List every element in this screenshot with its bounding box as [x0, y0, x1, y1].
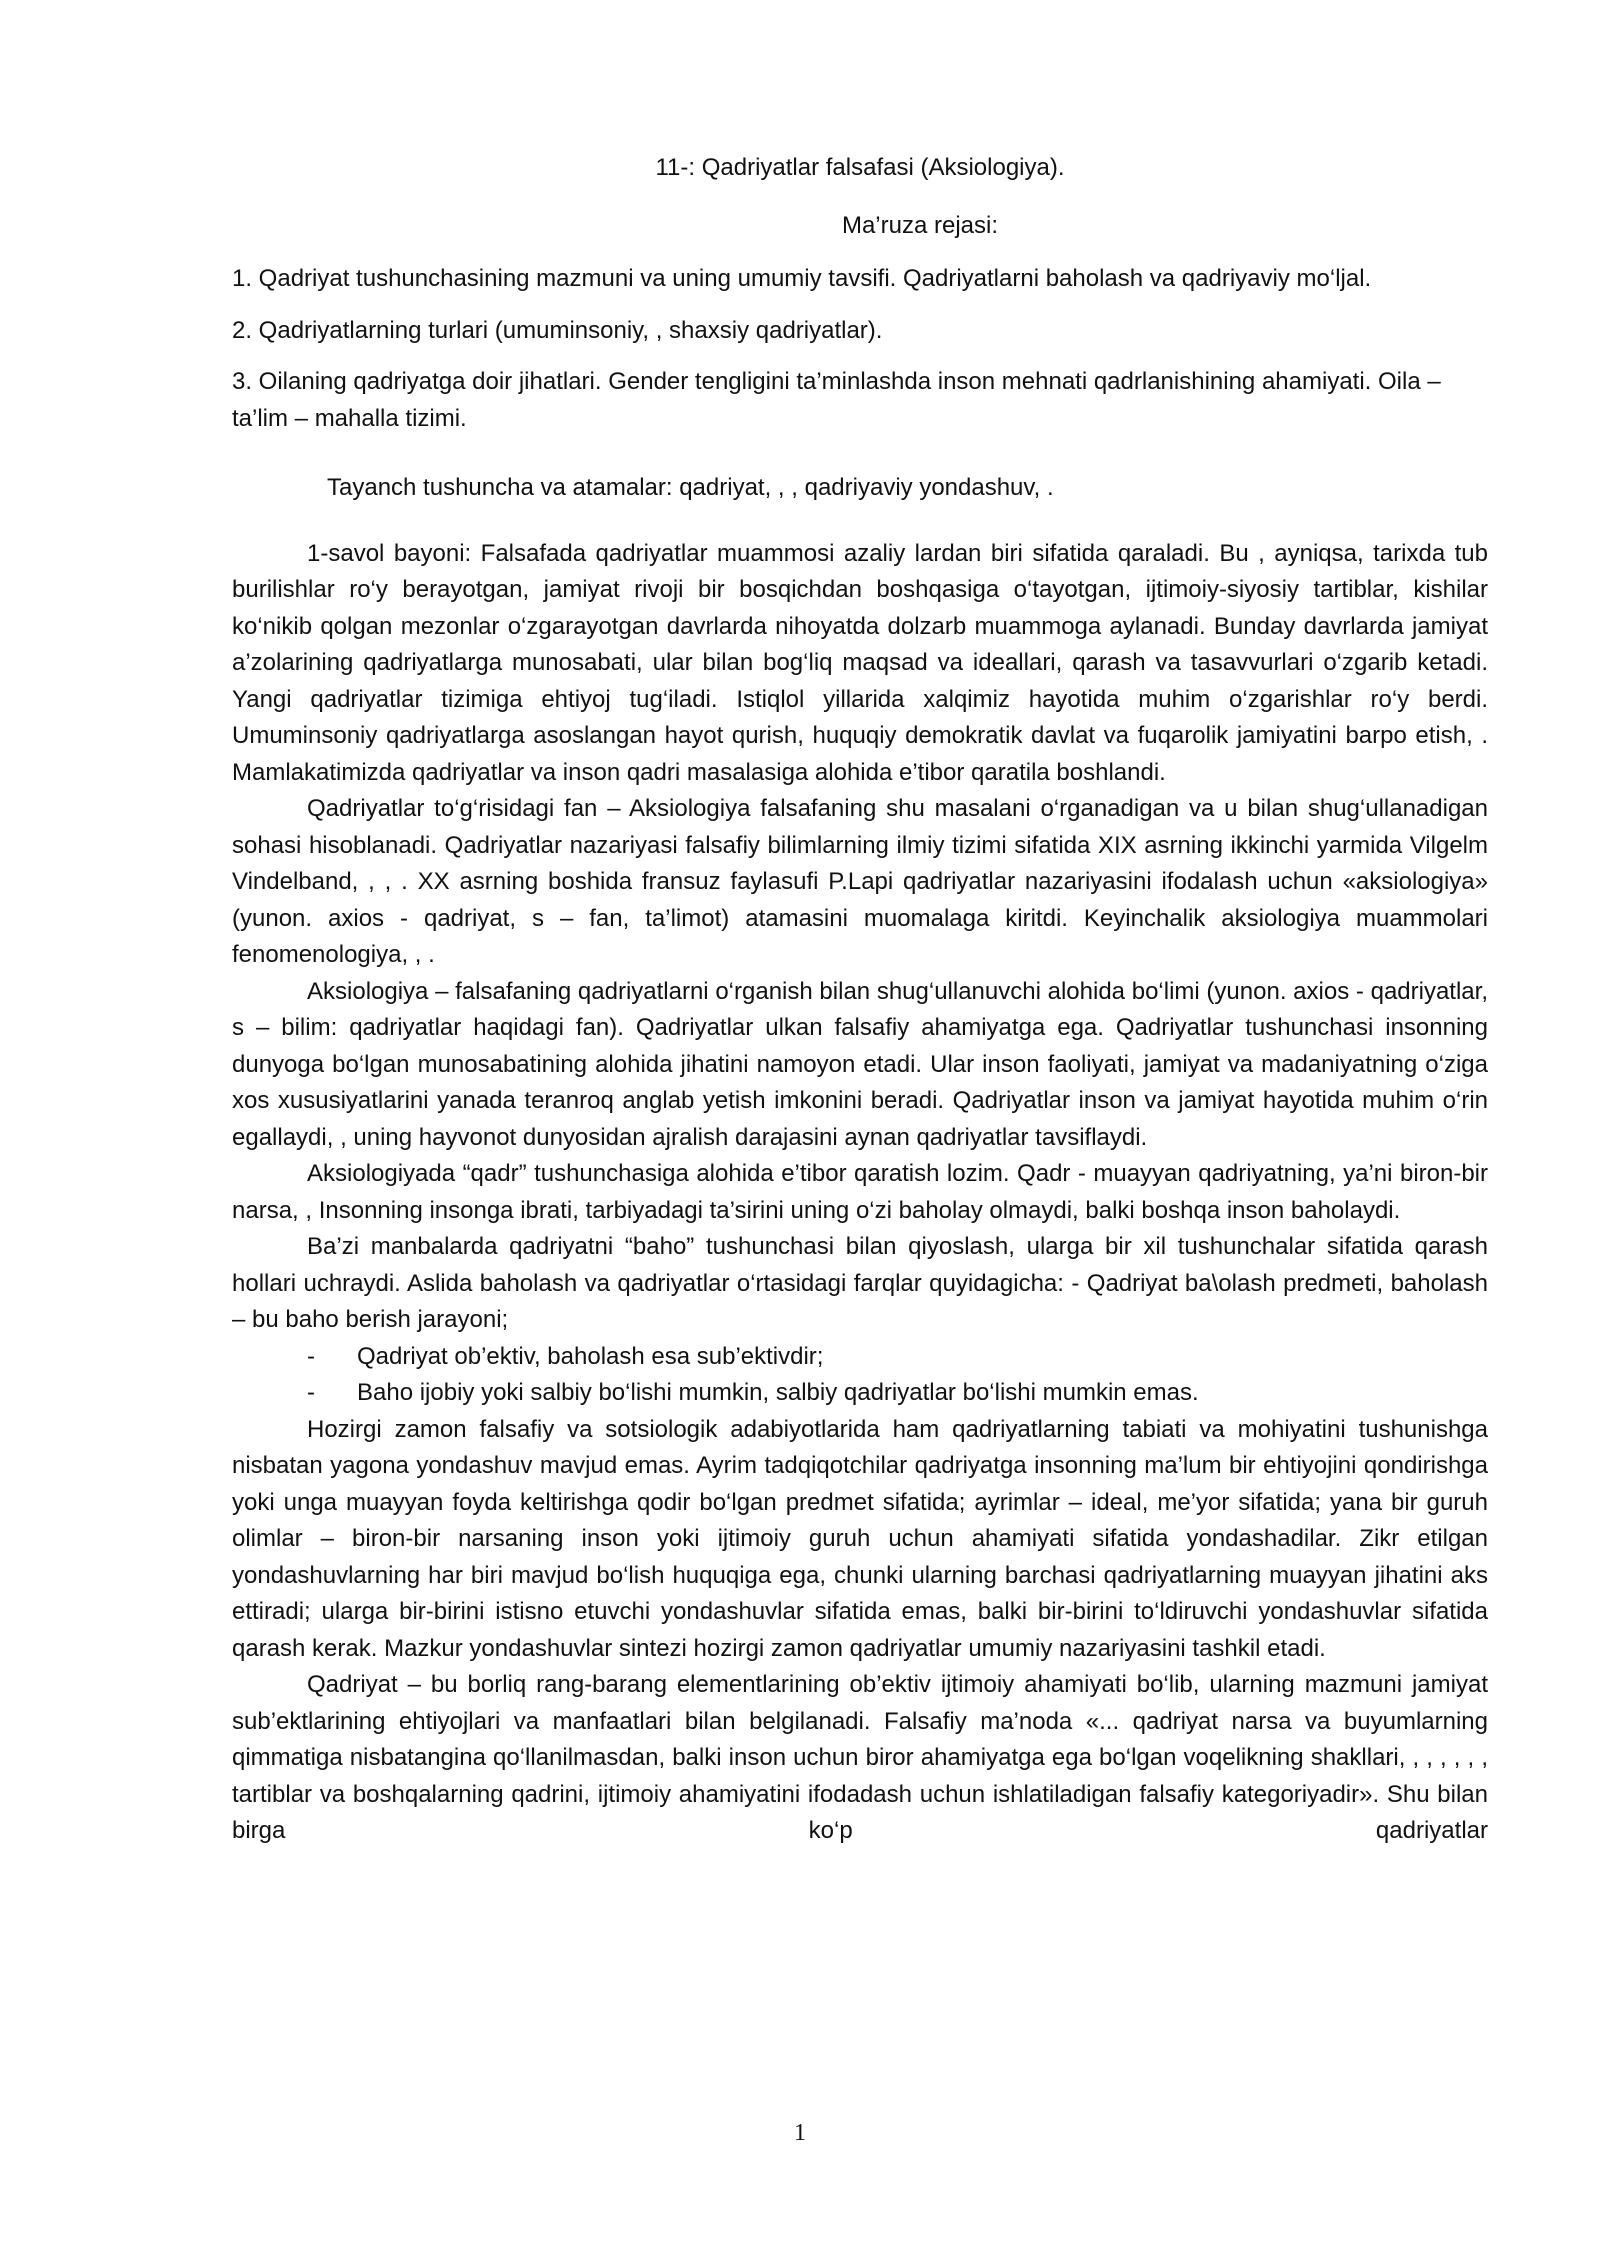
document-title: 11-: Qadriyatlar falsafasi (Aksiologiya). [655, 154, 1065, 181]
list-dash: - [307, 1379, 315, 1406]
paragraph: Aksiologiya – falsafaning qadriyatlarni o‘rganish bilan shug‘ullanuvchi alohida bo‘limi (yunon. axios - qadriyatlar, s – bilim: qadriyatlar haqidagi fan). Qadriyatlar ulkan falsafiy ahamiyatga ega. Qadriyatlar tushunchasi insonning dunyoga bo‘lgan munosabatining alohida jihatini namoyon etadi. Ular inson faoliyati, jamiyat va madaniyatning o‘ziga xos xususiyatlarini yanada teranroq anglab yetish imkonini beradi. Qadriyatlar inson va jamiyat hayotida muhim o‘rin egallaydi, , uning hayvonot dunyosidan ajralish darajasini aynan qadriyatlar tavsiflaydi. [232, 977, 1488, 1151]
list-item-text: Baho ijobiy yoki salbiy bo‘lishi mumkin, salbiy qadriyatlar bo‘lishi mumkin emas. [357, 1379, 1199, 1406]
plan-item: 1. Qadriyat tushunchasining mazmuni va uning umumiy tavsifi. Qadriyatlarni baholash va qadriyaviy mo‘ljal. [232, 265, 1372, 292]
paragraph: Hozirgi zamon falsafiy va sotsiologik adabiyotlarida ham qadriyatlarning tabiati va mohiyatini tushunishga nisbatan yagona yondashuv mavjud emas. Ayrim tadqiqotchilar qadriyatga insonning ma’lum bir ehtiyojini qondirishga yoki unga muayyan foyda keltirishga qodir bo‘lgan predmet sifatida; ayrimlar – ideal, me’yor sifatida; yana bir guruh olimlar – biron-bir narsaning inson yoki ijtimoiy guruh uchun ahamiyati sifatida yondashadilar. Zikr etilgan yondashuvlarning har biri mavjud bo‘lish huquqiga ega, chunki ularning barchasi qadriyatlarning muayyan jihatini aks ettiradi; ularga bir-birini istisno etuvchi yondashuvlar sifatida emas, balki bir-birini to‘ldiruvchi yondashuvlar sifatida qarash kerak. Mazkur yondashuvlar sintezi hozirgi zamon qadriyatlar umumiy nazariyasini tashkil etadi. [232, 1415, 1488, 1662]
body-text [232, 536, 1488, 1850]
list-dash: - [307, 1342, 315, 1370]
dash-list [232, 1339, 1488, 1412]
document-page [232, 150, 1488, 1850]
paragraph: Qadriyat – bu borliq rang-barang elementlarining ob’ektiv ijtimoiy ahamiyati bo‘lib, ularning mazmuni jamiyat sub’ektlarining ehtiyojlari va manfaatlari bilan belgilanadi. Falsafiy ma’noda «... qadriyat narsa va buyumlarning qimmatiga nisbatangina qo‘llanilmasdan, balki inson uchun biror ahamiyatga ega bo‘lgan voqelikning shakllari, , , , , , , tartiblar va boshqalarning qadrini, ijtimoiy ahamiyatini ifodadash uchun ishlatiladigan falsafiy kategoriyadir». Shu bilan birga ko‘p qadriyatlar [232, 1671, 1488, 1844]
paragraph: Aksiologiyada “qadr” tushunchasiga alohida e’tibor qaratish lozim. Qadr - muayyan qadriyatning, ya’ni biron-bir narsa, , Insonning insonga ibrati, tarbiyadagi ta’sirini uning o‘zi baholay olmaydi, balki boshqa inson baholaydi. [232, 1160, 1488, 1224]
plan-list [232, 261, 1488, 437]
paragraph: 1-savol bayoni: Falsafada qadriyatlar muammosi azaliy lardan biri sifatida qaraladi. Bu , ayniqsa, tarixda tub burilishlar ro‘y berayotgan, jamiyat rivoji bir bosqichdan boshqasiga o‘tayotgan, ijtimoiy-siyosiy tartiblar, kishilar ko‘nikib qolgan mezonlar o‘zgarayotgan davrlarda nihoyatda dolzarb muammoga aylanadi. Bunday davrlarda jamiyat a’zolarining qadriyatlarga munosabati, ular bilan bog‘liq maqsad va ideallari, qarash va tasavvurlari o‘zgarib ketadi. Yangi qadriyatlar tizimiga ehtiyoj tug‘iladi. Istiqlol yillarida xalqimiz hayotida muhim o‘zgarishlar ro‘y berdi. Umuminsoniy qadriyatlarga asoslangan hayot qurish, huquqiy demokratik davlat va fuqarolik jamiyatini barpo etish, . Mamlakatimizda qadriyatlar va inson qadri masalasiga alohida e’tibor qaratila boshlandi. [232, 539, 1488, 786]
list-item [232, 1339, 1488, 1376]
list-item-text: Qadriyat ob’ektiv, baholash esa sub’ektivdir; [357, 1342, 824, 1370]
plan-item: 3. Oilaning qadriyatga doir jihatlari. Gender tengligini ta’minlashda inson mehnati qadrlanishining ahamiyati. Oila – ta’lim – mahalla tizimi. [232, 368, 1441, 432]
keywords-line: Tayanch tushuncha va atamalar: qadriyat, , , qadriyaviy yondashuv, . [327, 474, 1054, 501]
paragraph: Ba’zi manbalarda qadriyatni “baho” tushunchasi bilan qiyoslash, ularga bir xil tushunchalar sifatida qarash hollari uchraydi. Aslida baholash va qadriyatlar o‘rtasidagi farqlar quyidagicha: - Qadriyat ba\olash predmeti, baholash – bu baho berish jarayoni; [232, 1233, 1488, 1333]
plan-heading: Ma’ruza rejasi: [841, 211, 999, 239]
list-item [232, 1375, 1488, 1412]
plan-item: 2. Qadriyatlarning turlari (umuminsoniy, , shaxsiy qadriyatlar). [232, 316, 883, 344]
page-number: 1 [794, 2120, 806, 2146]
paragraph: Qadriyatlar to‘g‘risidagi fan – Aksiologiya falsafaning shu masalani o‘rganadigan va u bilan shug‘ullanadigan sohasi hisoblanadi. Qadriyatlar nazariyasi falsafiy bilimlarning ilmiy tizimi sifatida XIX asrning ikkinchi yarmida Vilgelm Vindelband, , , . XX asrning boshida fransuz faylasufi P.Lapi qadriyatlar nazariyasini ifodalash uchun «aksiologiya» (yunon. axios - qadriyat, s – fan, ta’limot) atamasini muomalaga kiritdi. Keyinchalik aksiologiya muammolari fenomenologiya, , . [232, 795, 1488, 968]
